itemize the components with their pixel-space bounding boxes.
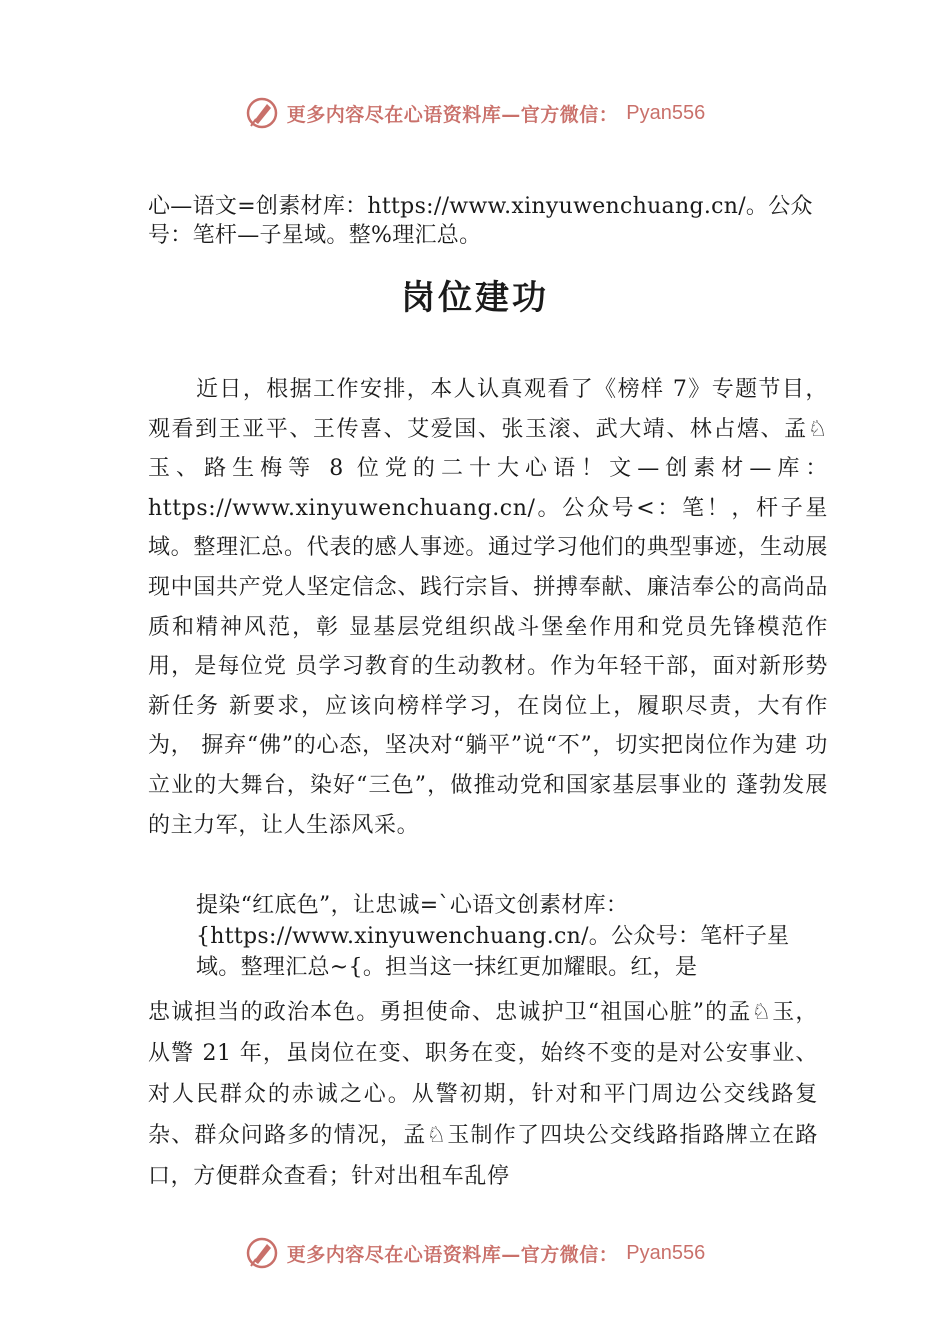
pen-nib-logo-icon [245, 96, 279, 130]
watermark-text: 更多内容尽在心语资料库—官方微信： [286, 103, 619, 126]
watermark-text: 更多内容尽在心语资料库—官方微信： [286, 1243, 619, 1266]
body-paragraph-3: 忠诚担当的政治本色。勇担使命、忠诚护卫“祖国心脏”的孟♘玉，从警 21 年，虽岗位在变、职务在变，始终不变的是对公安事业、对人民群众的赤诚之心。从警初期，针对和平门周边公交线路复杂、群众问路多的情况，孟♘玉制作了四块公交线路指路牌立在路口，方便群众查看；针对出租车乱停 [148, 1000, 818, 1189]
body-paragraph-2: 提染“红底色”，让忠诚=`心语文创素材库：{https://www.xinyuwenchuang.cn/。公众号：笔杆子星域。整理汇总~{。担当这一抹红更加耀眼。红，是 [196, 893, 790, 980]
footer-watermark [0, 1236, 950, 1270]
header-watermark [0, 96, 950, 130]
body-paragraph-1: 近日，根据工作安排，本人认真观看了《榜样 7》专题节目，观看到王亚平、王传喜、艾爱国、张玉滚、武大靖、林占熺、孟♘玉、路生梅等 8 位党的二十大心语！文—创素材—库：https://www.xinyuwenchuang.cn/。公众号<：笔！，杆子星域。整理汇总。代表的感人事迹。通过学习他们的典型事迹，生动展现中国共产党人坚定信念、践行宗旨、拼搏奉献、廉洁奉公的高尚品质和精神风范，彰 显基层党组织战斗堡垒作用和党员先锋模范作用，是每位党 员学习教育的生动教材。作为年轻干部，面对新形势新任务 新要求，应该向榜样学习，在岗位上，履职尽责，大有作为， 摒弃“佛”的心态，坚决对“躺平”说“不”，切实把岗位作为建 功立业的大舞台，染好“三色”，做推动党和国家基层事业的 蓬勃发展的主力军，让人生添风采。 [148, 377, 828, 838]
watermark-wechat-id: Pyan556 [626, 101, 706, 124]
page-title: 岗位建功 [401, 278, 549, 318]
pen-nib-logo-icon [245, 1236, 279, 1270]
watermark-wechat-id: Pyan556 [626, 1241, 706, 1264]
intro-source-line: 心—语文=创素材库：https://www.xinyuwenchuang.cn/。公众号：笔杆—子星域。整%理汇总。 [148, 194, 813, 248]
